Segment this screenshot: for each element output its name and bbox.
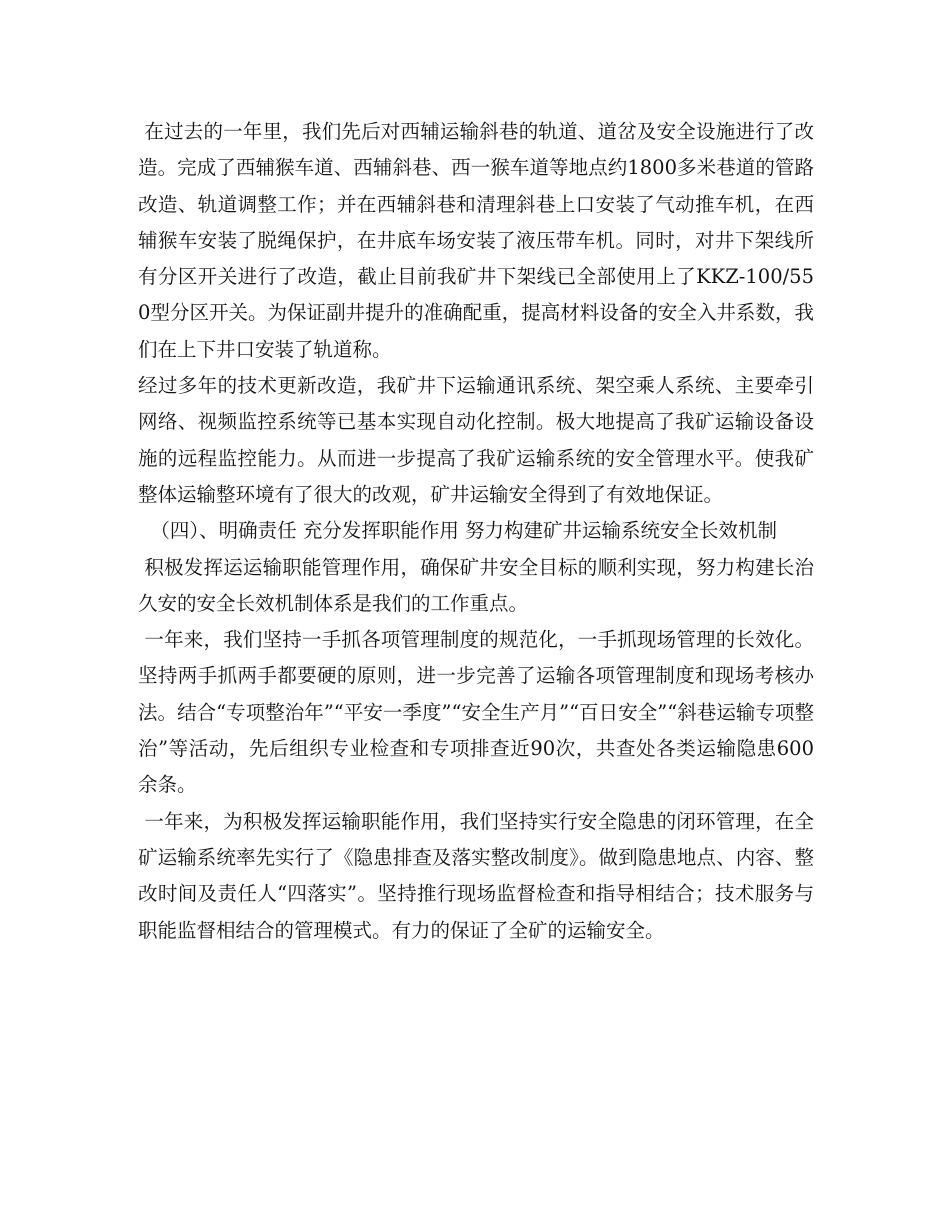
paragraph-hazard-management: 一年来，为积极发挥运输职能作用，我们坚持实行安全隐患的闭环管理，在全矿运输系统率先实行了《隐患排查及落实整改制度》。做到隐患地点、内容、整改时间及责任人“四落实”。坚持推行现场监督检查和指导相结合；技术服务与职能监督相结合的管理模式。有力的保证了全矿的运输安全。 (138, 809, 814, 942)
section-heading-4: （四）、明确责任 充分发挥职能作用 努力构建矿井运输系统安全长效机制 (138, 519, 778, 543)
document-body (138, 114, 814, 949)
paragraph-management-role: 积极发挥运运输职能管理作用，确保矿井安全目标的顺利实现，努力构建长治久安的安全长效机制体系是我们的工作重点。 (138, 555, 814, 615)
paragraph-track-renovation: 在过去的一年里，我们先后对西辅运输斜巷的轨道、道岔及安全设施进行了改造。完成了西辅猴车道、西辅斜巷、西一猴车道等地点约1800多米巷道的管路改造、轨道调整工作；并在西辅斜巷和清理斜巷上口安装了气动推车机，在西辅猴车安装了脱绳保护，在井底车场安装了液压带车机。同时，对井下架线所有分区开关进行了改造，截止目前我矿井下架线已全部使用上了KKZ-100/550型分区开关。为保证副井提升的准确配重，提高材料设备的安全入井系数，我们在上下井口安装了轨道称。 (138, 120, 814, 361)
paragraph-automation: 经过多年的技术更新改造，我矿井下运输通讯系统、架空乘人系统、主要牵引网络、视频监控系统等已基本实现自动化控制。极大地提高了我矿运输设备设施的远程监控能力。从而进一步提高了我矿运输系统的安全管理水平。使我矿整体运输整环境有了很大的改观，矿井运输安全得到了有效地保证。 (138, 374, 814, 506)
paragraph-regulations: 一年来，我们坚持一手抓各项管理制度的规范化，一手抓现场管理的长效化。坚持两手抓两手都要硬的原则，进一步完善了运输各项管理制度和现场考核办法。结合“专项整治年”“平安一季度”“安全生产月”“百日安全”“斜巷运输专项整治”等活动，先后组织专业检查和专项排查近90次，共查处各类运输隐患600余条。 (138, 628, 814, 797)
